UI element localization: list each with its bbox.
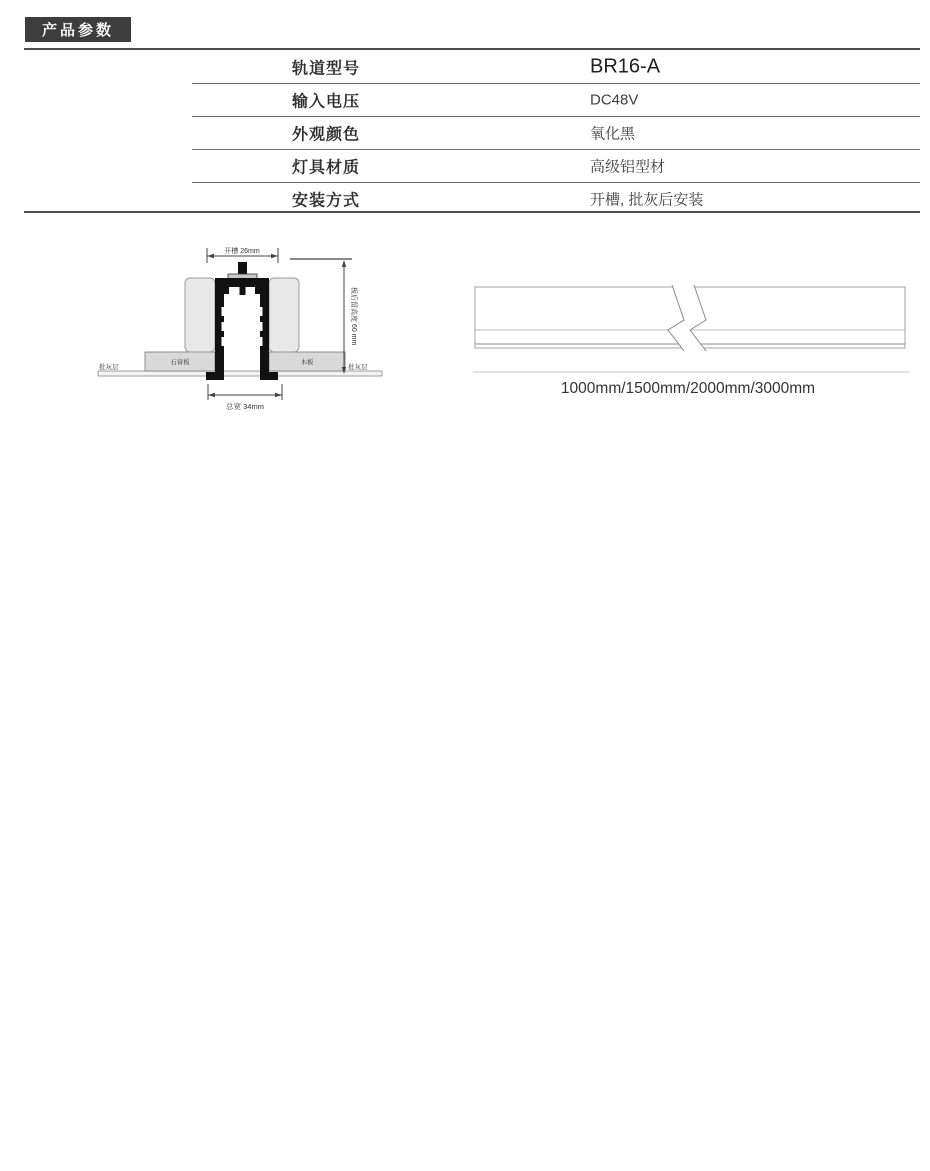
spec-value-voltage: DC48V <box>590 91 639 108</box>
spec-label-model: 轨道型号 <box>292 60 361 77</box>
dim-arrow-left <box>207 254 214 258</box>
section-title: 产品参数 <box>41 22 114 39</box>
cross-section-diagram <box>90 232 390 422</box>
table-row <box>24 149 920 182</box>
spec-value-installation: 开槽, 批灰后安装 <box>590 191 704 208</box>
table-row <box>24 182 920 215</box>
mounting-block-left <box>185 278 215 352</box>
mounting-block-right <box>269 278 299 352</box>
total-width-dimension <box>208 384 282 400</box>
plaster-label-left: 批灰层 <box>99 364 119 371</box>
dim-arrow-right <box>275 393 282 397</box>
dim-arrow-left <box>208 393 215 397</box>
dim-arrow-right <box>271 254 278 258</box>
spec-label-installation: 安装方式 <box>292 192 361 209</box>
length-options-label: 1000mm/1500mm/2000mm/3000mm <box>560 380 816 397</box>
spec-label-color: 外观颜色 <box>292 126 361 143</box>
table-row <box>24 116 920 149</box>
spec-table <box>24 48 920 213</box>
section-title-badge <box>25 17 131 42</box>
table-row <box>24 50 920 83</box>
wood-board-label: 木板 <box>300 359 314 366</box>
suspension-stem <box>238 262 247 275</box>
rear-clearance-label: 板后留高度 60 mm <box>350 287 357 346</box>
spec-value-model: BR16-A <box>590 55 661 77</box>
track-length-diagram <box>460 272 920 397</box>
plaster-layer-strip <box>98 371 382 376</box>
slot-width-label: 开槽 26mm <box>224 248 260 255</box>
spec-label-voltage: 输入电压 <box>292 93 361 110</box>
spec-value-color: 氧化黑 <box>590 125 636 142</box>
plaster-label-right: 批灰层 <box>348 364 368 371</box>
table-row <box>24 83 920 116</box>
gypsum-board-label: 石膏板 <box>170 359 190 366</box>
total-width-label: 总宽 34mm <box>226 402 264 411</box>
spec-label-material: 灯具材质 <box>292 159 361 176</box>
spec-value-material: 高级铝型材 <box>590 158 666 175</box>
dim-arrow-up <box>342 260 346 267</box>
